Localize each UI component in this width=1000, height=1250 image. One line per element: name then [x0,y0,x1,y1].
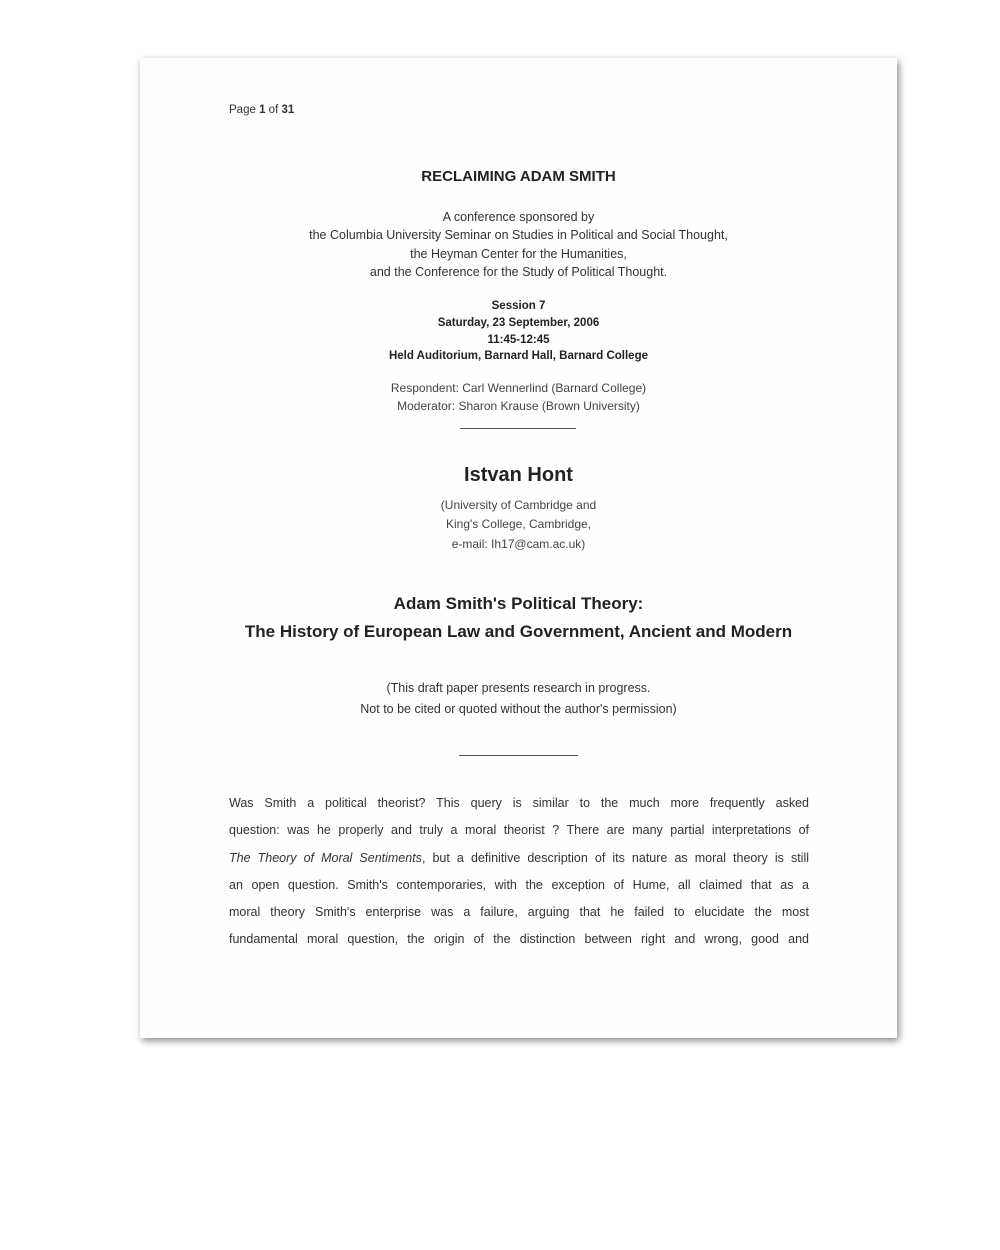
author-email: e-mail: Ih17@cam.ac.uk) [451,536,586,551]
body-line: fundamental moral question, the origin of the distinction between right and wrong, good and [229,932,809,947]
session-time: 11:45-12:45 [487,333,550,346]
body-line: moral theory Smith's enterprise was a failure, arguing that he failed to elucidate the most [229,905,809,920]
session-number: Session 7 [491,300,546,312]
conference-title: RECLAIMING ADAM SMITH [421,168,616,185]
body-line: The Theory of Moral Sentiments, but a definitive description of its nature as moral theory is still [229,850,809,865]
author-name: Istvan Hont [464,464,573,486]
sponsor-line: the Columbia University Seminar on Studies in Political and Social Thought, [309,228,728,243]
body-line: question: was he properly and truly a moral theorist ? There are many partial interpretations of [229,823,809,838]
divider [459,755,578,756]
affiliation-line: King's College, Cambridge, [445,517,592,532]
session-block [140,298,897,365]
respondent: Respondent: Carl Wennerlind (Barnard College) [390,381,647,395]
paper-title [140,590,897,646]
session-date: Saturday, 23 September, 2006 [437,316,600,329]
sponsor-block [140,208,897,281]
body-line: Was Smith a political theorist? This query is similar to the much more frequently asked [229,796,809,810]
moderator: Moderator: Sharon Krause (Brown University) [397,398,640,413]
paper-title-line: Adam Smith's Political Theory: [393,594,644,613]
page-number: Page 1 of 31 [229,104,295,116]
affiliation-block [140,496,897,554]
affiliation-line: (University of Cambridge and [440,498,597,512]
book-title-italic: The Theory of Moral Sentiments [229,850,422,865]
draft-note-line: Not to be cited or quoted without the author's permission) [360,702,677,716]
sponsor-line: and the Conference for the Study of Political Thought. [369,264,668,279]
people-block [140,380,897,415]
sponsor-line: A conference sponsored by [442,210,595,224]
paper-subtitle-line: The History of European Law and Government, Ancient and Modern [244,622,793,641]
document-page [140,58,897,1038]
draft-note-line: (This draft paper presents research in progress. [386,681,651,695]
body-line: an open question. Smith's contemporaries, with the exception of Hume, all claimed that as a [229,877,809,892]
body-paragraph [229,790,809,954]
draft-note [140,678,897,720]
sponsor-line: the Heyman Center for the Humanities, [410,246,627,261]
divider [460,428,576,429]
session-venue: Held Auditorium, Barnard Hall, Barnard College [388,350,648,363]
